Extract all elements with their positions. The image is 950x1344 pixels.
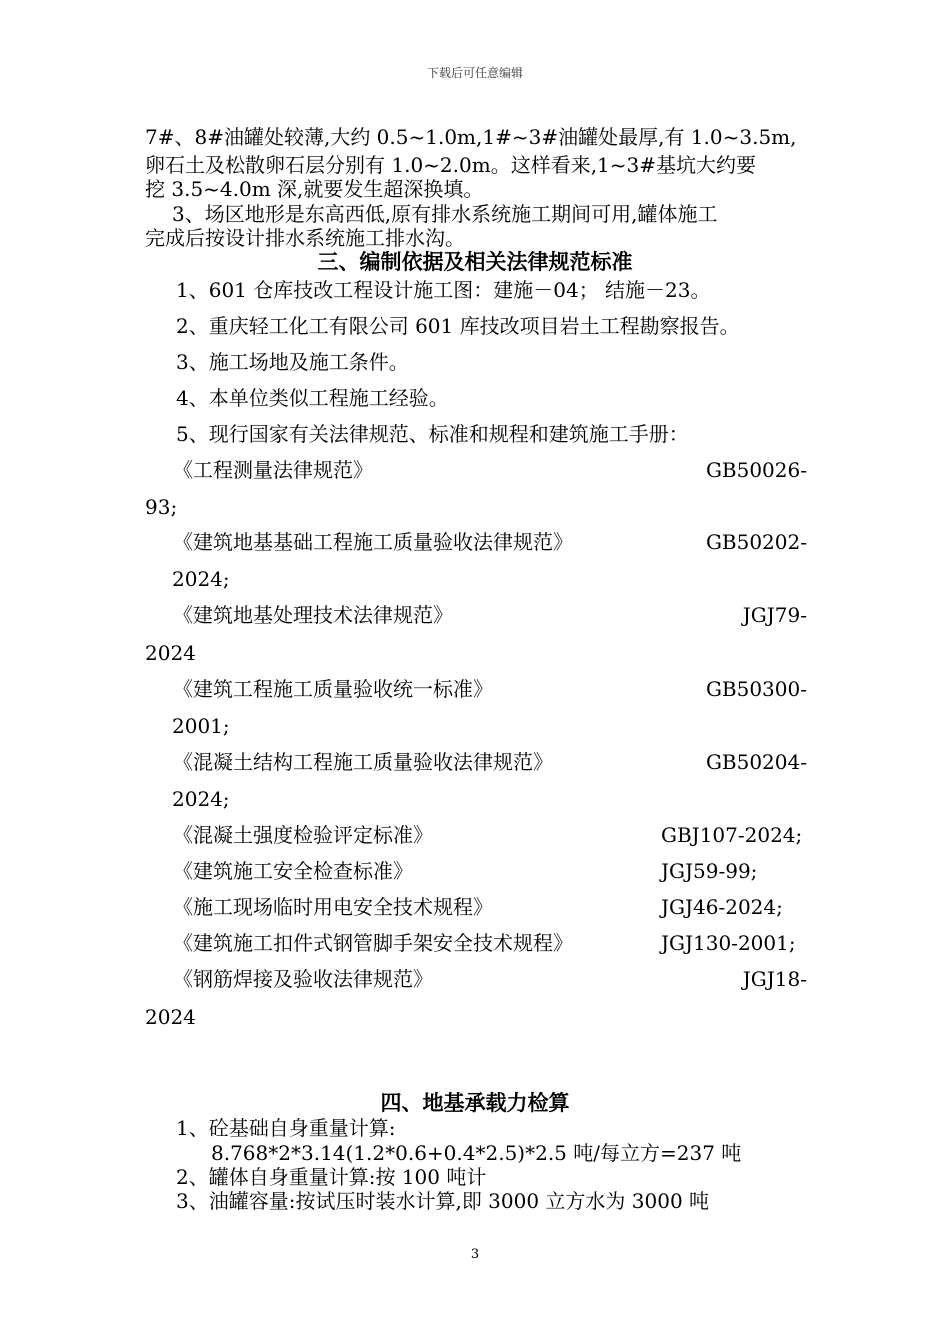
header-note: 下载后可任意编辑 [426,66,523,80]
standard-title: 《混凝土强度检验评定标准》 [173,823,433,847]
basis-item: 5、现行国家有关法律规范、标准和规程和建筑施工手册： [176,422,689,446]
standard-row [145,455,807,485]
standard-title: 《混凝土结构工程施工质量验收法律规范》 [173,750,553,774]
intro-line: 7#、8#油罐处较薄,大约 0.5~1.0m,1#~3#油罐处最厚,有 1.0~3.5m, [145,125,797,149]
standard-title: 《建筑地基处理技术法律规范》 [173,603,453,627]
page-number: 3 [470,1247,480,1262]
standard-code: GB50202- [705,530,807,554]
standard-title: 《建筑施工扣件式钢管脚手架安全技术规程》 [173,931,573,955]
standard-row [145,892,807,922]
section-heading: 四、地基承载力检算 [380,1090,570,1115]
intro-line: 完成后按设计排水系统施工排水沟。 [145,226,465,250]
standard-title: 《施工现场临时用电安全技术规程》 [173,895,493,919]
standard-code: GBJ107-2024; [661,823,803,847]
standard-row [145,527,807,557]
section-heading: 三、编制依据及相关法律规范标准 [317,249,633,274]
standard-code: JGJ59-99; [661,859,758,883]
calc-line: 8.768*2*3.14(1.2*0.6+0.4*2.5)*2.5 吨/每立方=237 吨 [211,1141,742,1165]
standard-code: GB50204- [705,750,807,774]
standard-title: 《建筑施工安全检查标准》 [173,859,413,883]
standard-row [145,674,807,704]
standard-title: 《建筑地基基础工程施工质量验收法律规范》 [173,530,573,554]
standard-code: JGJ46-2024; [661,895,783,919]
standard-title: 《建筑工程施工质量验收统一标准》 [173,677,493,701]
standard-code-continuation: 2001; [172,714,230,738]
standard-code: JGJ18- [742,967,807,991]
standard-row [145,856,807,886]
standard-row [145,964,807,994]
calc-line: 1、砼基础自身重量计算: [176,1116,396,1140]
standard-code: JGJ79- [742,603,807,627]
intro-line: 3、场区地形是东高西低,原有排水系统施工期间可用,罐体施工 [172,202,718,226]
basis-item: 1、601 仓库技改工程设计施工图：建施－04； 结施－23。 [176,278,711,302]
standard-code-continuation: 2024 [145,641,196,665]
standard-row [145,820,807,850]
intro-line: 挖 3.5~4.0m 深,就要发生超深换填。 [145,177,484,201]
intro-line: 卵石土及松散卵石层分别有 1.0~2.0m。这样看来,1~3#基坑大约要 [145,153,757,177]
standard-row [145,600,807,630]
standard-code-continuation: 2024; [172,787,230,811]
standard-code: GB50300- [705,677,807,701]
calc-line: 2、罐体自身重量计算:按 100 吨计 [176,1165,487,1189]
standard-code-continuation: 2024; [172,567,230,591]
standard-code-continuation: 2024 [145,1005,196,1029]
standard-code: JGJ130-2001; [661,931,796,955]
basis-item: 2、重庆轻工化工有限公司 601 库技改项目岩土工程勘察报告。 [176,314,740,338]
standard-title: 《工程测量法律规范》 [173,458,373,482]
standard-title: 《钢筋焊接及验收法律规范》 [173,967,433,991]
basis-item: 4、本单位类似工程施工经验。 [176,386,449,410]
basis-item: 3、施工场地及施工条件。 [176,350,409,374]
standard-code-continuation: 93; [145,495,178,519]
calc-line: 3、油罐容量:按试压时装水计算,即 3000 立方水为 3000 吨 [176,1189,710,1213]
standard-row [145,928,807,958]
standard-code: GB50026- [705,458,807,482]
standard-row [145,747,807,777]
